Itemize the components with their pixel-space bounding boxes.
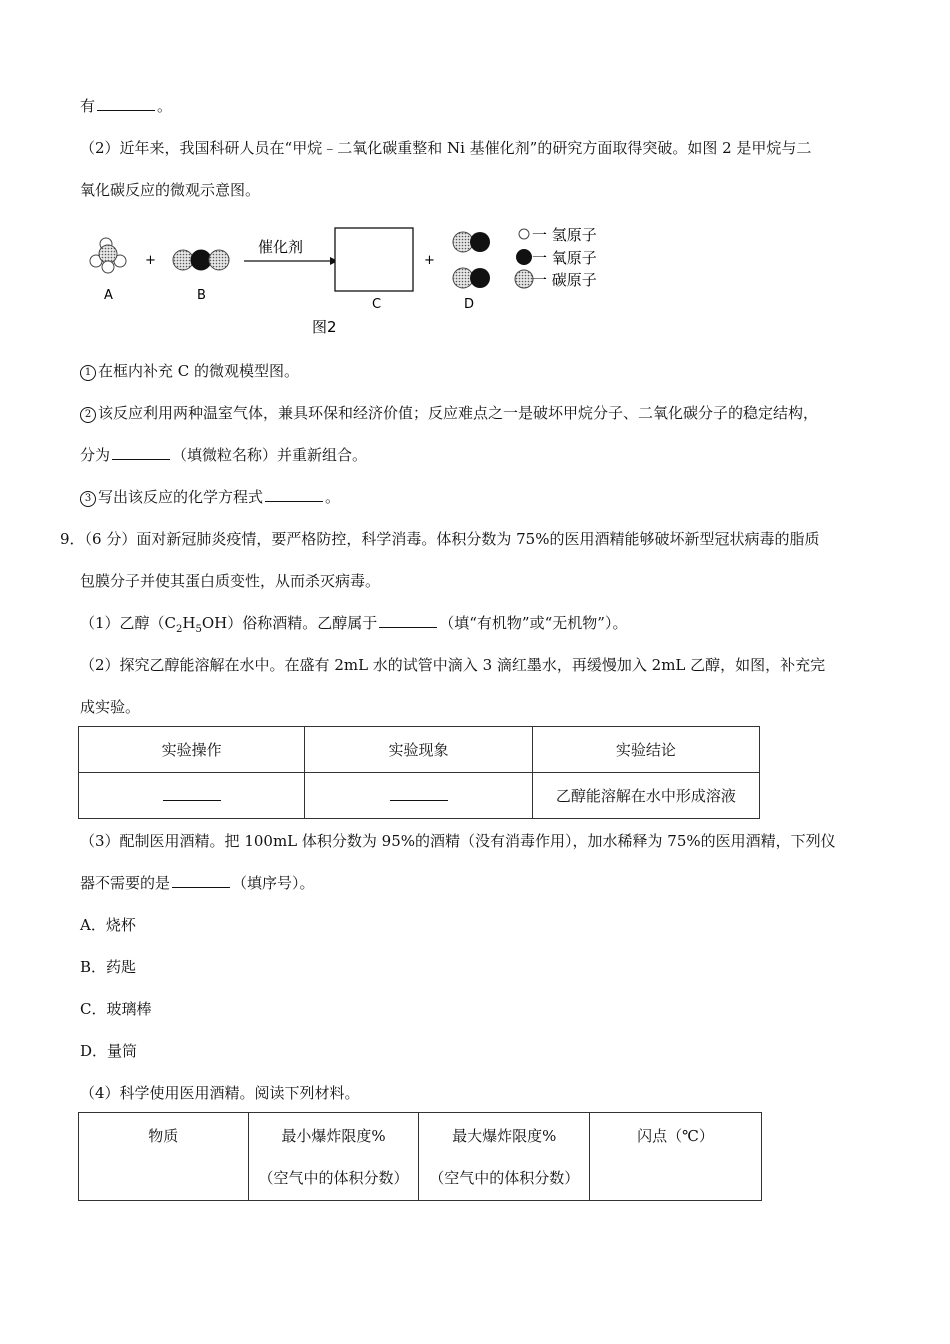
legend-carbon: 一 碳原子 bbox=[532, 271, 597, 289]
plus-sign: + bbox=[424, 253, 435, 268]
answer-blank[interactable] bbox=[97, 96, 155, 111]
molecule-b-co2 bbox=[173, 250, 229, 270]
option-b[interactable]: B．药匙 bbox=[80, 958, 137, 976]
answer-blank[interactable] bbox=[112, 445, 170, 460]
q8-sub1: 1 在框内补充 C 的微观模型图。 bbox=[80, 361, 299, 381]
option-c[interactable]: C．玻璃棒 bbox=[80, 1000, 152, 1018]
cell-conclusion: 乙醇能溶解在水中形成溶液 bbox=[532, 773, 759, 819]
q8-sub2-line2: 分为 （填微粒名称）并重新组合。 bbox=[80, 446, 368, 464]
q9-part2-line2: 成实验。 bbox=[80, 698, 141, 716]
option-d[interactable]: D．量筒 bbox=[80, 1042, 138, 1060]
header-max-limit: 最大爆炸限度% （空气中的体积分数） bbox=[419, 1113, 590, 1201]
molecule-a-methane bbox=[90, 238, 126, 273]
q9-part2-line1: （2）探究乙醇能溶解在水中。在盛有 2mL 水的试管中滴入 3 滴红墨水，再缓慢加入 2mL 乙醇，如图，补充完 bbox=[80, 656, 826, 674]
hydrogen-legend-icon bbox=[519, 229, 529, 239]
reaction-diagram bbox=[80, 220, 620, 345]
figure-caption: 图2 bbox=[312, 318, 337, 336]
q9-part1: （1）乙醇$(C_2H_5OH)$俗称酒精。乙醇属于 （填“有机物”或“无机物”）。 bbox=[80, 614, 628, 635]
legend bbox=[515, 226, 597, 289]
option-a[interactable]: A．烧杯 bbox=[80, 916, 136, 934]
header-phenomenon: 实验现象 bbox=[305, 727, 532, 773]
q8-sub2-line1: 2 该反应利用两种温室气体，兼具环保和经济价值；反应难点之一是破坏甲烷分子、二氧化碳分子的稳定结构， bbox=[80, 403, 818, 423]
cell-phenomenon[interactable] bbox=[305, 773, 532, 819]
carbon-legend-icon bbox=[515, 270, 533, 288]
header-min-limit: 最小爆炸限度% （空气中的体积分数） bbox=[248, 1113, 419, 1201]
legend-hydrogen: 一 氢原子 bbox=[532, 226, 597, 244]
q9-part3-line2: 器不需要的是 （填序号）。 bbox=[80, 874, 315, 892]
label-d: D bbox=[464, 297, 475, 312]
header-substance: 物质 bbox=[79, 1113, 249, 1201]
experiment-table bbox=[78, 726, 760, 819]
header-flash-point: 闪点（℃） bbox=[590, 1113, 762, 1201]
header-operation: 实验操作 bbox=[79, 727, 305, 773]
q8-answer-line: 有 。 bbox=[80, 97, 173, 115]
legend-oxygen: 一 氧原子 bbox=[532, 249, 597, 267]
plus-sign: + bbox=[145, 253, 156, 268]
material-table bbox=[78, 1112, 762, 1201]
cell-operation[interactable] bbox=[79, 773, 305, 819]
header-conclusion: 实验结论 bbox=[532, 727, 759, 773]
box-c[interactable] bbox=[335, 228, 413, 291]
q8-sub3: 3 写出该反应的化学方程式 。 bbox=[80, 487, 340, 507]
label-b: B bbox=[197, 288, 206, 303]
q8-part2-line2: 氧化碳反应的微观示意图。 bbox=[80, 181, 261, 199]
molecule-d-co bbox=[453, 232, 490, 288]
q9-header-line2: 包膜分子并使其蛋白质变性，从而杀灭病毒。 bbox=[80, 572, 381, 590]
answer-blank[interactable] bbox=[379, 613, 437, 628]
answer-blank[interactable] bbox=[390, 786, 448, 801]
answer-blank[interactable] bbox=[172, 873, 230, 888]
q8-part2-line1: （2）近年来，我国科研人员在“甲烷﹣二氧化碳重整和 Ni 基催化剂”的研究方面取得突破。如图 2 是甲烷与二 bbox=[80, 139, 812, 157]
q9-part4: （4）科学使用医用酒精。阅读下列材料。 bbox=[80, 1084, 360, 1102]
label-a: A bbox=[104, 288, 113, 303]
label-c: C bbox=[372, 297, 382, 312]
oxygen-legend-icon bbox=[516, 249, 532, 265]
arrow-label: 催化剂 bbox=[258, 238, 304, 256]
answer-blank[interactable] bbox=[163, 786, 221, 801]
q9-part3-line1: （3）配制医用酒精。把 100mL 体积分数为 95%的酒精（没有消毒作用），加水稀释为 75%的医用酒精，下列仪 bbox=[80, 832, 836, 850]
answer-blank[interactable] bbox=[265, 487, 323, 502]
q9-header-line1: 9．（6 分）面对新冠肺炎疫情，要严格防控，科学消毒。体积分数为 75%的医用酒精能够破坏新型冠状病毒的脂质 bbox=[60, 530, 820, 548]
